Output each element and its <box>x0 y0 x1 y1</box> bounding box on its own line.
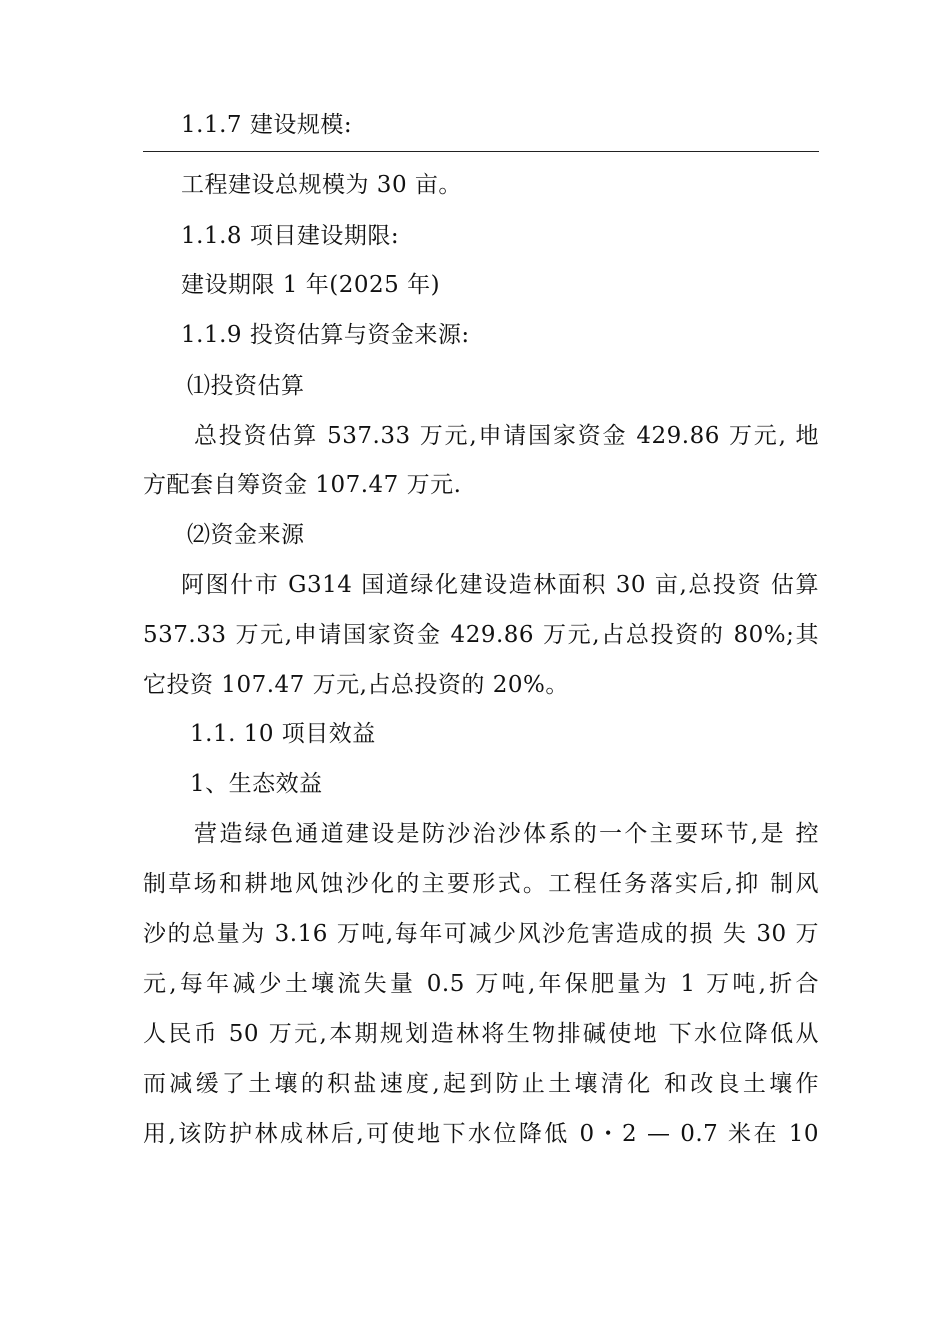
section-heading-1-1-10: 1.1. 10 项目效益 <box>190 721 376 747</box>
eco-paragraph-line: 元,每年减少土壤流失量 0.5 万吨,年保肥量为 1 万吨,折合 <box>143 971 819 997</box>
horizontal-rule <box>143 151 819 152</box>
eco-paragraph-line: 制草场和耕地风蚀沙化的主要形式。工程任务落实后,抑 制风 <box>143 871 819 897</box>
subheading-investment-estimate: ⑴投资估算 <box>187 373 305 399</box>
funding-paragraph-line: 阿图什市 G314 国道绿化建设造林面积 30 亩,总投资 估算 <box>181 572 819 598</box>
period-text: 建设期限 1 年(2025 年) <box>181 272 441 298</box>
investment-paragraph-line: 方配套自筹资金 107.47 万元. <box>143 472 462 498</box>
eco-paragraph-line: 人民币 50 万元,本期规划造林将生物排碱使地 下水位降低从 <box>143 1021 819 1047</box>
funding-paragraph-line: 537.33 万元,申请国家资金 429.86 万元,占总投资的 80%;其 <box>143 622 819 648</box>
funding-paragraph-line: 它投资 107.47 万元,占总投资的 20%。 <box>143 672 569 698</box>
section-heading-1-1-8: 1.1.8 项目建设期限: <box>181 223 400 249</box>
subheading-ecological-benefit: 1、生态效益 <box>190 771 323 797</box>
subheading-funding-source: ⑵资金来源 <box>187 522 305 548</box>
eco-paragraph-line: 营造绿色通道建设是防沙治沙体系的一个主要环节,是 控 <box>194 821 819 847</box>
eco-paragraph-line: 沙的总量为 3.16 万吨,每年可减少风沙危害造成的损 失 30 万 <box>143 921 819 947</box>
investment-paragraph-line: 总投资估算 537.33 万元,申请国家资金 429.86 万元, 地 <box>194 423 819 449</box>
scale-text: 工程建设总规模为 30 亩。 <box>181 172 462 198</box>
eco-paragraph-line: 而减缓了土壤的积盐速度,起到防止土壤清化 和改良土壤作 <box>143 1071 819 1097</box>
section-heading-1-1-7: 1.1.7 建设规模: <box>181 112 353 138</box>
section-heading-1-1-9: 1.1.9 投资估算与资金来源: <box>181 322 470 348</box>
eco-paragraph-line: 用,该防护林成林后,可使地下水位降低 0・2 — 0.7 米在 10 <box>143 1121 819 1147</box>
